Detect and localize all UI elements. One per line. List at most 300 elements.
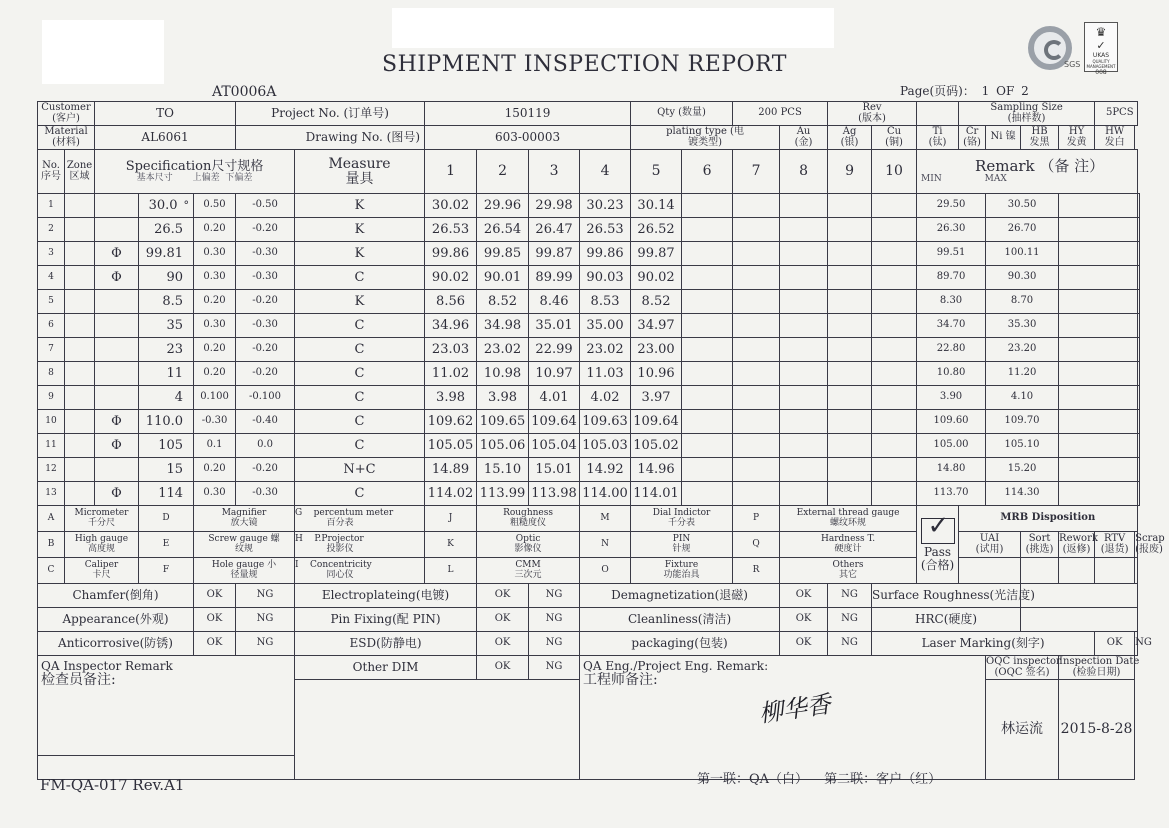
measurement-blank	[872, 482, 917, 506]
measurement-value: 99.87	[529, 242, 580, 266]
measurement-value: 8.53	[580, 290, 631, 314]
legend-item: Hardness T. 硬度计	[780, 532, 917, 558]
measurement-blank	[780, 218, 828, 242]
basic-dimension: 26.5	[154, 221, 184, 237]
measurement-value: 8.52	[631, 290, 682, 314]
remark-blank	[1137, 482, 1139, 506]
legend-code: C	[38, 558, 65, 584]
qty-value: 200 PCS	[733, 102, 828, 126]
min-limit: 105.00	[917, 434, 986, 458]
mrb-uai-mark	[959, 558, 1021, 584]
measure-gauge: C	[295, 314, 425, 338]
measurement-blank	[682, 218, 733, 242]
lower-tolerance: -0.20	[236, 338, 295, 362]
remark-blank	[1137, 218, 1139, 242]
diameter-symbol-cell	[95, 314, 139, 338]
oqc-name: 林运流	[986, 680, 1059, 780]
legend-item: G percentum meter 百分表	[295, 506, 425, 532]
oqc-label-cn: (OQC 签名)	[994, 666, 1050, 678]
measurement-blank	[828, 314, 872, 338]
legend-code: P	[733, 506, 780, 532]
pass-label: Pass	[924, 545, 952, 560]
measurement-value: 114.01	[631, 482, 682, 506]
chamfer-ok: OK	[194, 584, 236, 608]
measurement-value: 90.02	[425, 266, 477, 290]
upper-tolerance: 0.30	[194, 266, 236, 290]
sample-col-6: 6	[682, 150, 733, 194]
measurement-blank	[733, 338, 780, 362]
measurement-value: 113.99	[477, 482, 529, 506]
demagnetization-ng: NG	[828, 584, 872, 608]
table-row	[38, 242, 1140, 266]
measurement-value: 90.02	[631, 266, 682, 290]
measurement-value: 109.64	[631, 410, 682, 434]
measurement-value: 105.06	[477, 434, 529, 458]
legend-code: R	[733, 558, 780, 584]
measurement-blank	[828, 266, 872, 290]
chamfer-ng: NG	[236, 584, 295, 608]
measurement-value: 10.98	[477, 362, 529, 386]
legend-code: N	[580, 532, 631, 558]
measurement-blank	[780, 434, 828, 458]
min-limit: 3.90	[917, 386, 986, 410]
measurement-blank	[828, 386, 872, 410]
max-limit: 90.30	[986, 266, 1059, 290]
measure-gauge: C	[295, 482, 425, 506]
electroplating-ok: OK	[477, 584, 529, 608]
upper-tolerance: 0.50	[194, 194, 236, 218]
measurement-value: 114.00	[580, 482, 631, 506]
sample-col-5: 5	[631, 150, 682, 194]
laser-marking-ok: OK	[1095, 632, 1135, 656]
row-number: 7	[38, 338, 65, 362]
measurement-blank	[872, 410, 917, 434]
mrb-uai: UAI (试用)	[959, 532, 1021, 558]
legend-code: A	[38, 506, 65, 532]
mrb-rtv: RTV (退货)	[1095, 532, 1135, 558]
remark-blank	[1059, 266, 1138, 290]
lower-tolerance: -0.20	[236, 362, 295, 386]
spec-header: Specification尺寸规格 基本尺寸 上偏差 下偏差	[95, 150, 295, 194]
other-dim-ok: OK	[477, 656, 529, 680]
customer-label-cell	[38, 102, 95, 126]
legend-item: CMM 三次元	[477, 558, 580, 584]
sample-col-8: 8	[780, 150, 828, 194]
lower-tolerance: -0.20	[236, 218, 295, 242]
min-limit: 99.51	[917, 242, 986, 266]
measurement-blank	[828, 362, 872, 386]
date-label-cn: (检验日期)	[1072, 666, 1121, 678]
basic-dimension: 8.5	[162, 293, 184, 309]
measurement-value: 26.54	[477, 218, 529, 242]
measurement-value: 34.98	[477, 314, 529, 338]
basic-dimension-cell	[139, 266, 194, 290]
measurement-value: 23.03	[425, 338, 477, 362]
measurement-value: 26.47	[529, 218, 580, 242]
upper-tolerance: 0.1	[194, 434, 236, 458]
check-row-2	[38, 608, 1140, 632]
lower-tolerance: -0.30	[236, 314, 295, 338]
appearance-ng: NG	[236, 608, 295, 632]
remark-header: Remark （备 注） MIN MAX	[917, 150, 1138, 194]
measurement-blank	[828, 194, 872, 218]
measurement-value: 99.85	[477, 242, 529, 266]
row-number: 4	[38, 266, 65, 290]
max-limit: 109.70	[986, 410, 1059, 434]
basic-dimension: 30.0	[148, 197, 178, 213]
remark-blank	[1059, 434, 1138, 458]
ukas-sub: QUALITY MANAGEMENT	[1086, 59, 1116, 69]
basic-dimension-cell	[139, 482, 194, 506]
remark-blank	[1137, 362, 1139, 386]
measurement-blank	[780, 482, 828, 506]
remark-blank	[1137, 458, 1139, 482]
max-limit: 8.70	[986, 290, 1059, 314]
measurement-blank	[682, 362, 733, 386]
measurement-value: 99.87	[631, 242, 682, 266]
sample-col-4: 4	[580, 150, 631, 194]
measurement-blank	[828, 482, 872, 506]
basic-dimension-cell	[139, 314, 194, 338]
measurement-blank	[682, 314, 733, 338]
legend-item: Roughness 粗糙度仪	[477, 506, 580, 532]
legend-code: M	[580, 506, 631, 532]
measurement-blank	[872, 314, 917, 338]
measurement-value: 109.63	[580, 410, 631, 434]
project-label: Project No. (订单号)	[236, 102, 425, 126]
rev-label-cell	[828, 102, 917, 126]
measurement-value: 23.02	[477, 338, 529, 362]
plating-hy: HY 发黄	[1059, 126, 1095, 150]
upper-tolerance: 0.30	[194, 482, 236, 506]
basic-dimension: 90	[166, 269, 184, 285]
material-label: Material	[44, 126, 88, 137]
surface-roughness-value	[1021, 584, 1138, 608]
customer-value: TO	[95, 102, 236, 126]
measure-gauge: C	[295, 410, 425, 434]
degree-mark: °	[183, 198, 190, 212]
legend-item: H P.Projector 投影仪	[295, 532, 425, 558]
measurement-blank	[828, 458, 872, 482]
electroplating-ng: NG	[529, 584, 580, 608]
remark-blank	[1059, 194, 1138, 218]
measurement-blank	[872, 242, 917, 266]
upper-tolerance: 0.20	[194, 338, 236, 362]
sample-col-7: 7	[733, 150, 780, 194]
zone-cell	[65, 338, 95, 362]
plating-ni: Ni 镍	[986, 126, 1021, 150]
measurement-blank	[733, 410, 780, 434]
measurement-value: 105.02	[631, 434, 682, 458]
customer-label-cn: (客户)	[52, 112, 80, 124]
measurement-value: 105.03	[580, 434, 631, 458]
measurement-blank	[733, 242, 780, 266]
measurement-blank	[780, 338, 828, 362]
legend-row-1	[38, 506, 1140, 532]
zone-cell	[65, 482, 95, 506]
appearance-ok: OK	[194, 608, 236, 632]
measure-gauge: C	[295, 434, 425, 458]
measurement-blank	[682, 410, 733, 434]
legend-row-2	[38, 532, 1140, 558]
drawing-label: Drawing No. (图号)	[236, 126, 425, 150]
sample-col-1: 1	[425, 150, 477, 194]
measurement-blank	[733, 458, 780, 482]
customer-row	[38, 102, 1140, 126]
customer-label: Customer	[41, 102, 91, 113]
measurement-blank	[828, 410, 872, 434]
pin-fixing-ng: NG	[529, 608, 580, 632]
eng-remark-label: QA Eng./Project Eng. Remark:	[583, 659, 769, 673]
max-limit: 23.20	[986, 338, 1059, 362]
cleanliness-ok: OK	[780, 608, 828, 632]
remark-blank	[1059, 362, 1138, 386]
measurement-blank	[780, 362, 828, 386]
zone-header: Zone 区域	[65, 150, 95, 194]
table-row	[38, 386, 1140, 410]
min-limit: 22.80	[917, 338, 986, 362]
min-limit: 26.30	[917, 218, 986, 242]
rev-value	[917, 102, 959, 126]
zone-cell	[65, 218, 95, 242]
packaging-ng: NG	[828, 632, 872, 656]
qa-remark-label-cn: 检查员备注:	[41, 671, 116, 688]
measurement-blank	[872, 458, 917, 482]
row-number: 5	[38, 290, 65, 314]
table-row	[38, 482, 1140, 506]
mrb-title: MRB Disposition	[959, 506, 1138, 532]
sample-col-3: 3	[529, 150, 580, 194]
measurement-value: 10.96	[631, 362, 682, 386]
check-row-3	[38, 632, 1140, 656]
row-number: 11	[38, 434, 65, 458]
measure-gauge: C	[295, 386, 425, 410]
check-demagnetization: Demagnetization(退磁)	[580, 584, 780, 608]
measurement-blank	[682, 434, 733, 458]
diameter-symbol-cell: Φ	[95, 242, 139, 266]
legend-item: Fixture 功能治具	[631, 558, 733, 584]
row-number: 12	[38, 458, 65, 482]
measurement-value: 30.14	[631, 194, 682, 218]
min-limit: 113.70	[917, 482, 986, 506]
measurement-blank	[872, 266, 917, 290]
rev-label-cn: (版本)	[858, 112, 886, 124]
measurement-value: 4.02	[580, 386, 631, 410]
measure-gauge: C	[295, 338, 425, 362]
remark-blank	[1137, 314, 1139, 338]
basic-dimension: 11	[166, 365, 184, 381]
measurement-value: 23.00	[631, 338, 682, 362]
oqc-label-cell	[986, 656, 1059, 680]
legend-item: Micrometer 千分尺	[65, 506, 139, 532]
row-number: 13	[38, 482, 65, 506]
sample-col-9: 9	[828, 150, 872, 194]
mrb-sort: Sort (挑选)	[1021, 532, 1059, 558]
zone-cell	[65, 410, 95, 434]
lower-tolerance: -0.30	[236, 266, 295, 290]
mrb-scrap-mark	[1135, 558, 1137, 584]
qa-remark-cell	[38, 656, 295, 756]
diameter-symbol-cell: Φ	[95, 266, 139, 290]
plating-label: plating type (电	[666, 126, 744, 137]
upper-tolerance: 0.100	[194, 386, 236, 410]
upper-tolerance: 0.20	[194, 218, 236, 242]
measurement-value: 3.98	[477, 386, 529, 410]
check-icon: ✓	[1096, 39, 1106, 52]
remark-blank	[1137, 266, 1139, 290]
measurement-value: 14.96	[631, 458, 682, 482]
measurement-blank	[872, 434, 917, 458]
measurement-blank	[733, 194, 780, 218]
lower-tolerance: 0.0	[236, 434, 295, 458]
measurement-blank	[780, 266, 828, 290]
esd-ng: NG	[529, 632, 580, 656]
row-number: 6	[38, 314, 65, 338]
diameter-symbol-cell: Φ	[95, 434, 139, 458]
laser-marking-ng: NG	[1135, 632, 1137, 656]
measurement-blank	[780, 314, 828, 338]
row-number: 2	[38, 218, 65, 242]
zone-cell	[65, 194, 95, 218]
check-chamfer: Chamfer(倒角)	[38, 584, 194, 608]
max-limit: 15.20	[986, 458, 1059, 482]
mrb-sort-mark	[1021, 558, 1059, 584]
inspection-table	[37, 101, 1165, 780]
measurement-value: 30.23	[580, 194, 631, 218]
plating-hw: HW 发白	[1095, 126, 1135, 150]
basic-dimension: 23	[166, 341, 184, 357]
eng-remark-label-cn: 工程师备注:	[583, 671, 658, 688]
material-value: AL6061	[95, 126, 236, 150]
min-max-header: MIN MAX	[921, 173, 1007, 184]
measurement-value: 35.01	[529, 314, 580, 338]
mrb-rework: Rework (返修)	[1059, 532, 1095, 558]
table-row	[38, 194, 1140, 218]
measurement-value: 26.53	[580, 218, 631, 242]
min-limit: 34.70	[917, 314, 986, 338]
measurement-blank	[828, 218, 872, 242]
ukas-code: 008	[1095, 69, 1107, 76]
measurement-blank	[682, 242, 733, 266]
basic-dimension: 99.81	[145, 245, 184, 261]
measure-gauge: C	[295, 362, 425, 386]
plating-ag: Ag (银)	[828, 126, 872, 150]
measurement-blank	[780, 290, 828, 314]
spec-subheader: 基本尺寸 上偏差 下偏差	[136, 172, 253, 183]
table-row	[38, 458, 1140, 482]
upper-tolerance: 0.30	[194, 242, 236, 266]
measurement-value: 8.56	[425, 290, 477, 314]
measurement-blank	[682, 386, 733, 410]
measurement-value: 3.97	[631, 386, 682, 410]
measurement-blank	[682, 266, 733, 290]
measurement-value: 34.97	[631, 314, 682, 338]
min-limit: 109.60	[917, 410, 986, 434]
min-limit: 8.30	[917, 290, 986, 314]
measurement-value: 3.98	[425, 386, 477, 410]
measurement-blank	[780, 242, 828, 266]
row-number: 1	[38, 194, 65, 218]
basic-dimension: 105	[158, 437, 184, 453]
measurement-blank	[872, 362, 917, 386]
remark-blank	[1059, 458, 1138, 482]
material-label-cn: (材料)	[52, 136, 80, 148]
measure-gauge: C	[295, 266, 425, 290]
measurement-value: 109.62	[425, 410, 477, 434]
sampling-label-cn: (抽样数)	[1007, 112, 1046, 124]
qa-remark-label: QA Inspector Remark	[41, 659, 173, 673]
legend-item: PIN 针规	[631, 532, 733, 558]
report-title: SHIPMENT INSPECTION REPORT	[382, 52, 787, 77]
no-header: No. 序号	[38, 150, 65, 194]
legend-item: External thread gauge 螺纹环规	[780, 506, 917, 532]
plating-cr: Cr (铬)	[959, 126, 986, 150]
min-limit: 29.50	[917, 194, 986, 218]
diameter-symbol-cell	[95, 386, 139, 410]
basic-dimension-cell	[139, 242, 194, 266]
table-row	[38, 362, 1140, 386]
engineer-signature: 柳华香	[757, 690, 833, 729]
measurement-blank	[780, 410, 828, 434]
pin-fixing-ok: OK	[477, 608, 529, 632]
table-row	[38, 410, 1140, 434]
row-number: 8	[38, 362, 65, 386]
min-limit: 10.80	[917, 362, 986, 386]
lower-tolerance: -0.30	[236, 242, 295, 266]
max-limit: 30.50	[986, 194, 1059, 218]
measurement-value: 11.02	[425, 362, 477, 386]
basic-dimension-cell	[139, 290, 194, 314]
max-limit: 105.10	[986, 434, 1059, 458]
max-limit: 100.11	[986, 242, 1059, 266]
pass-label-cn: (合格)	[920, 557, 955, 572]
measurement-blank	[828, 338, 872, 362]
measurement-rows	[38, 194, 1140, 506]
legend-item: Others 其它	[780, 558, 917, 584]
plating-cu: Cu (铜)	[872, 126, 917, 150]
diameter-symbol-cell	[95, 338, 139, 362]
hrc-value	[1021, 608, 1138, 632]
measurement-blank	[733, 266, 780, 290]
table-row	[38, 266, 1140, 290]
legend-item: Screw gauge 螺 纹规	[194, 532, 295, 558]
measurement-blank	[733, 218, 780, 242]
remark-blank	[1059, 482, 1138, 506]
check-appearance: Appearance(外观)	[38, 608, 194, 632]
measurement-value: 114.02	[425, 482, 477, 506]
plating-label-cn: 镀类型)	[688, 136, 722, 148]
check-row-1	[38, 584, 1140, 608]
legend-code: K	[425, 532, 477, 558]
legend-item: Dial Indictor 千分表	[631, 506, 733, 532]
measurement-value: 8.46	[529, 290, 580, 314]
measurement-blank	[682, 290, 733, 314]
measurement-value: 90.01	[477, 266, 529, 290]
max-limit: 35.30	[986, 314, 1059, 338]
material-row	[38, 126, 1140, 150]
check-laser-marking: Laser Marking(刻字)	[872, 632, 1095, 656]
legend-item: Optic 影像仪	[477, 532, 580, 558]
material-label-cell	[38, 126, 95, 150]
lower-tolerance: -0.50	[236, 194, 295, 218]
measure-gauge: K	[295, 242, 425, 266]
measurement-blank	[872, 338, 917, 362]
anticorrosive-ok: OK	[194, 632, 236, 656]
measurement-value: 109.65	[477, 410, 529, 434]
lower-tolerance: -0.30	[236, 482, 295, 506]
measurement-value: 14.89	[425, 458, 477, 482]
pass-check-icon	[921, 518, 955, 544]
